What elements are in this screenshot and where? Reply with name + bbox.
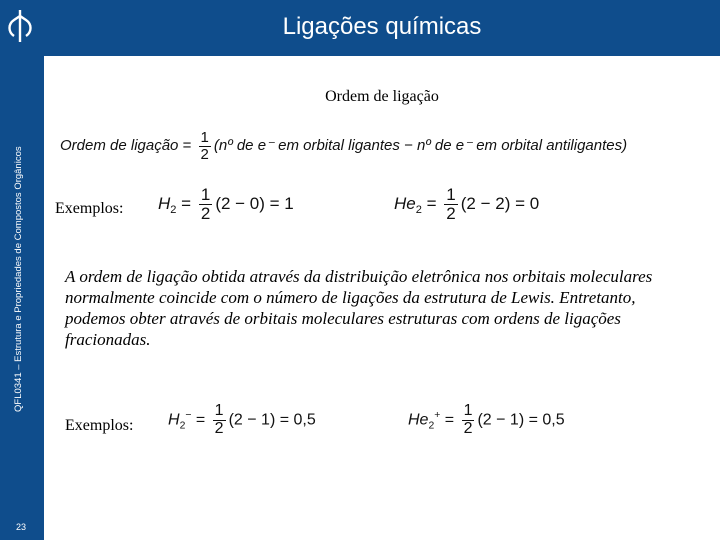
fraction-numerator: 1 [446,185,456,204]
example-h2 [158,186,294,223]
slide-title: Ligações químicas [282,13,482,40]
equals-sign: = [444,411,455,429]
species-subscript: 2 [428,420,435,432]
fraction-denominator: 2 [214,419,224,437]
fraction-denominator: 2 [200,203,211,223]
section-subtitle: Ordem de ligação [325,88,439,105]
equals-sign: = [426,193,437,213]
example-he2 [394,186,539,223]
fraction-numerator: 1 [200,185,211,204]
example-result: (2 − 1) = 0,5 [477,411,565,429]
explanation-paragraph: A ordem de ligação obtida através da distribuição eletrônica nos orbitais moleculares normalmente coincide com o número de ligações da estrutura de Lewis. Entretanto, podemos obter através de orbitais moleculares estruturas com ordens de ligações fracionadas. [65,267,653,349]
formula-fraction [199,130,211,163]
species-he2-plus: He [408,411,429,429]
fraction-numerator: 1 [463,402,473,419]
species-h2-minus: H [168,411,180,429]
examples-label-2: Exemplos: [65,417,134,434]
equals-sign: = [195,411,206,429]
fraction [213,403,226,438]
fraction [199,186,212,223]
examples-label-1: Exemplos: [55,200,124,217]
fraction [462,403,475,438]
slide-number: 23 [15,522,26,532]
course-label: QFL0341 – Estrutura e Propriedades de Compostos Orgânicos [13,146,24,412]
fraction-numerator: 1 [200,129,209,146]
species-he2: He [394,193,416,213]
example-he2-plus [408,403,565,438]
fraction-denominator: 2 [463,419,473,437]
formula-lhs: Ordem de ligação [60,137,179,155]
formula-equals: = [182,137,192,155]
example-result: (2 − 2) = 0 [460,193,540,213]
fraction-denominator: 2 [200,145,209,163]
formula-body: (nº de e⁻ em orbital ligantes − nº de e⁻ em orbital antiligantes) [213,137,628,155]
bond-order-formula [60,130,627,163]
species-subscript: 2 [170,204,177,217]
example-result: (2 − 1) = 0,5 [228,411,316,429]
species-subscript: 2 [415,204,422,217]
university-logo-icon [4,6,36,46]
species-charge: − [185,410,192,422]
fraction-numerator: 1 [214,402,224,419]
equals-sign: = [181,193,192,213]
species-subscript: 2 [179,420,186,432]
example-h2-minus [168,403,316,438]
species-h2: H [158,193,171,213]
example-result: (2 − 0) = 1 [215,193,294,213]
fraction-denominator: 2 [446,203,456,223]
fraction [444,186,457,223]
species-charge: + [434,410,441,422]
